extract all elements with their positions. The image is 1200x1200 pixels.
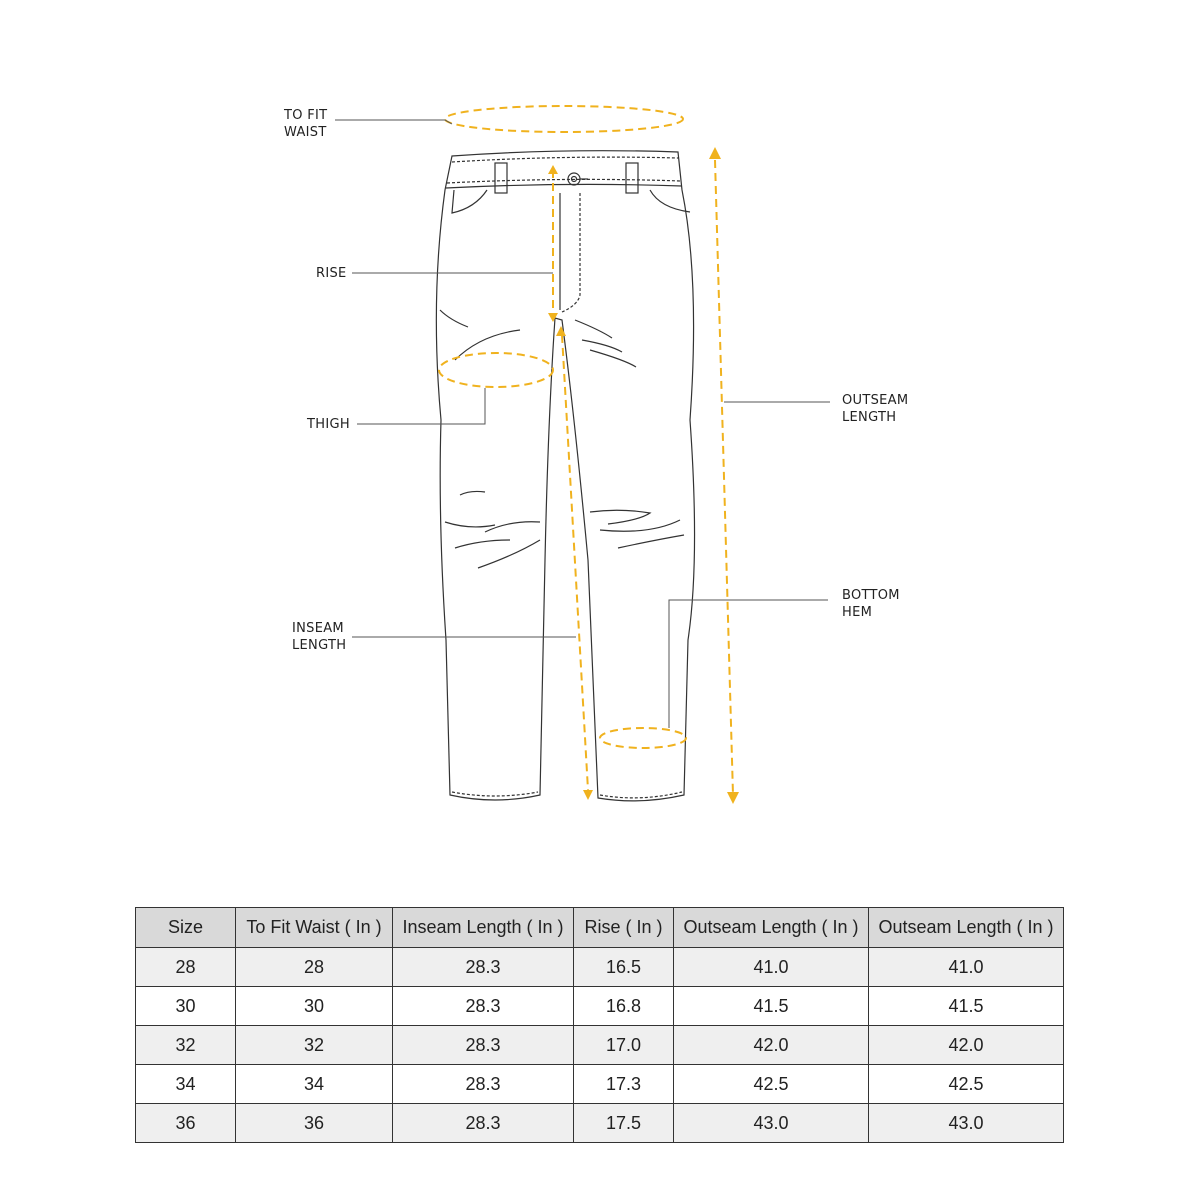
table-cell: 42.0 xyxy=(674,1026,869,1065)
table-cell: 28.3 xyxy=(393,948,574,987)
table-cell: 32 xyxy=(236,1026,393,1065)
column-header: Outseam Length ( In ) xyxy=(674,908,869,948)
table-header-row xyxy=(136,908,1064,948)
table-cell: 28.3 xyxy=(393,1104,574,1143)
table-cell: 16.5 xyxy=(574,948,674,987)
label-inseam-length: INSEAM LENGTH xyxy=(292,621,347,653)
measurement-guides xyxy=(439,106,733,795)
label-outseam-length: OUTSEAM LENGTH xyxy=(842,393,909,425)
label-rise: RISE xyxy=(316,266,347,281)
column-header: Size xyxy=(136,908,236,948)
table-cell: 28.3 xyxy=(393,1026,574,1065)
table-cell: 34 xyxy=(236,1065,393,1104)
table-cell: 17.3 xyxy=(574,1065,674,1104)
leader-lines xyxy=(335,120,830,728)
table-cell: 41.5 xyxy=(869,987,1064,1026)
column-header: Outseam Length ( In ) xyxy=(869,908,1064,948)
table-cell: 16.8 xyxy=(574,987,674,1026)
table-row xyxy=(136,948,1064,987)
table-cell: 42.5 xyxy=(674,1065,869,1104)
table-cell: 30 xyxy=(136,987,236,1026)
table-cell: 17.5 xyxy=(574,1104,674,1143)
table-cell: 32 xyxy=(136,1026,236,1065)
table-cell: 42.5 xyxy=(869,1065,1064,1104)
table-cell: 42.0 xyxy=(869,1026,1064,1065)
column-header: Inseam Length ( In ) xyxy=(393,908,574,948)
table-cell: 36 xyxy=(136,1104,236,1143)
table-cell: 28 xyxy=(236,948,393,987)
table-cell: 43.0 xyxy=(869,1104,1064,1143)
table-cell: 28 xyxy=(136,948,236,987)
table-row xyxy=(136,1104,1064,1143)
table-cell: 30 xyxy=(236,987,393,1026)
table-cell: 41.0 xyxy=(674,948,869,987)
table-row xyxy=(136,1065,1064,1104)
table-cell: 41.5 xyxy=(674,987,869,1026)
pants-outline xyxy=(436,151,694,801)
table-cell: 41.0 xyxy=(869,948,1064,987)
arrowheads xyxy=(548,147,739,804)
column-header: Rise ( In ) xyxy=(574,908,674,948)
table-cell: 43.0 xyxy=(674,1104,869,1143)
table-cell: 28.3 xyxy=(393,987,574,1026)
size-table xyxy=(135,907,1064,1143)
label-to-fit-waist: TO FIT WAIST xyxy=(284,108,328,140)
table-cell: 17.0 xyxy=(574,1026,674,1065)
table-cell: 34 xyxy=(136,1065,236,1104)
table-cell: 36 xyxy=(236,1104,393,1143)
table-row xyxy=(136,1026,1064,1065)
label-bottom-hem: BOTTOM HEM xyxy=(842,588,900,620)
table-row xyxy=(136,987,1064,1026)
table-cell: 28.3 xyxy=(393,1065,574,1104)
column-header: To Fit Waist ( In ) xyxy=(236,908,393,948)
label-thigh: THIGH xyxy=(307,417,350,432)
